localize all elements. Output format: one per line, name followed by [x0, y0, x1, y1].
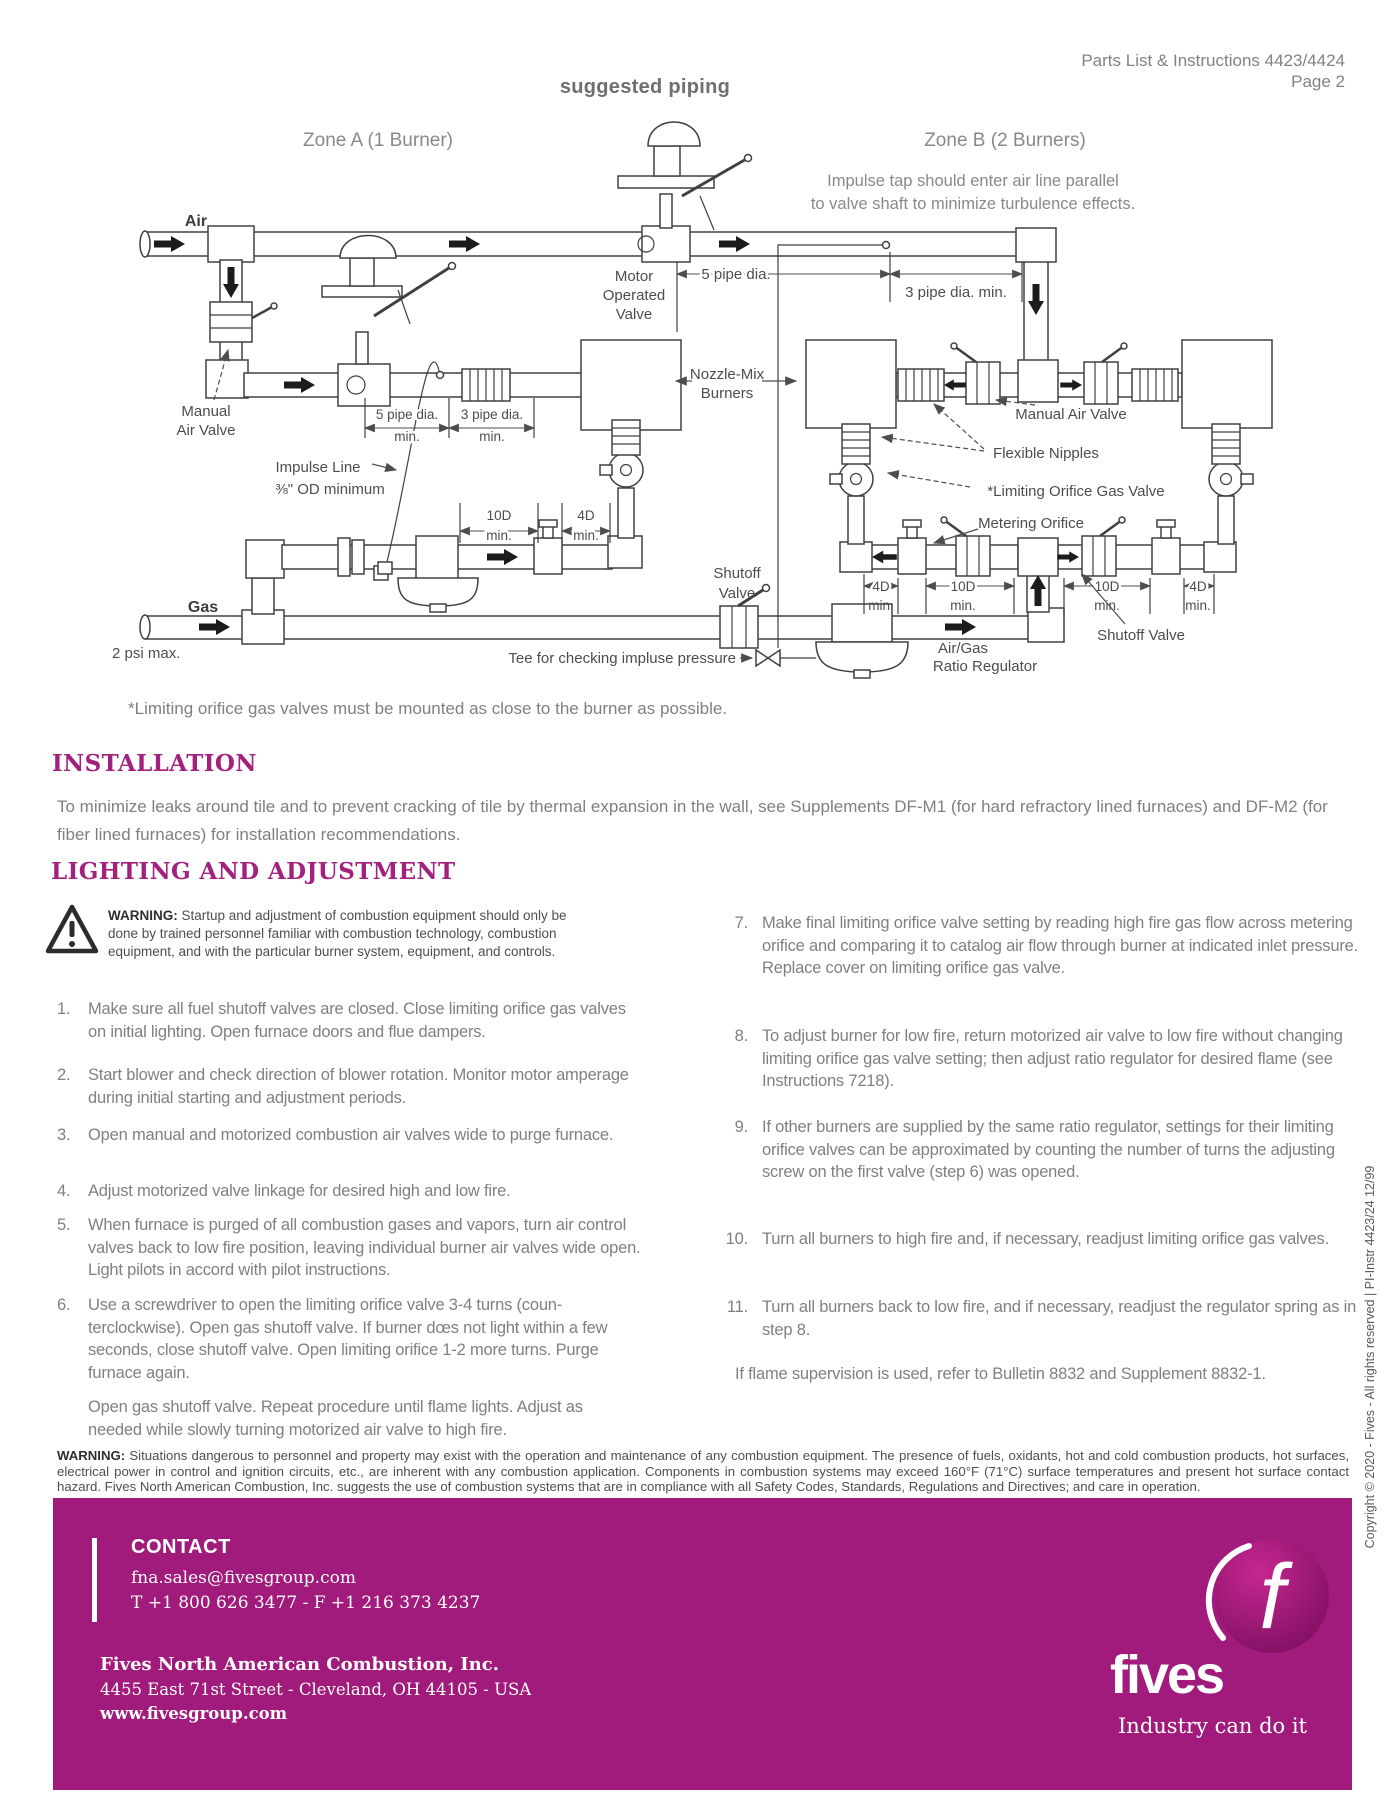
footer-warning-label: WARNING: [57, 1448, 126, 1463]
air-label: Air [184, 213, 208, 230]
fives-tagline: Industry can do it [1118, 1714, 1307, 1738]
company-address: 4455 East 71st Street - Cleveland, OH 44105 - USA [100, 1680, 532, 1699]
dim-min-2: min. [479, 429, 505, 444]
impulse-line-label-2: ⅜" OD minimum [275, 481, 385, 498]
nozzle-mix-label-1: Nozzle-Mix [689, 366, 765, 383]
contact-divider [92, 1538, 97, 1622]
manual-air-valve-a-label-1: Manual [181, 403, 231, 420]
step-8 [716, 1025, 1362, 1093]
zone-a-heading: Zone A (1 Burner) [303, 130, 453, 151]
step-text: Adjust motorized valve linkage for desired high and low fire. [88, 1182, 511, 1200]
dim-min-7: min. [1094, 598, 1120, 613]
gas-label: Gas [187, 599, 219, 616]
footer-band [53, 1498, 1352, 1790]
dim-4d-a: 4D [577, 508, 595, 523]
suggested-piping-diagram [0, 0, 1391, 740]
contact-phone: T +1 800 626 3477 - F +1 216 373 4237 [131, 1593, 481, 1613]
tee-check-label: Tee for checking impluse pressure [508, 650, 736, 667]
step-4 [57, 1180, 644, 1203]
step-text: Use a screwdriver to open the limiting orifice valve 3-4 turns (coun- terclockwise). Open gas shutoff valve. If burner dœs not light within a few seconds, close shutoff valve. Open limiting orifice 1-2 more turns. Purge furnace again. [88, 1296, 608, 1382]
dim-4d-b2: 4D [1189, 579, 1207, 594]
metering-orifice-zone-b-left [898, 520, 926, 574]
dim-5-pipe-dia-top: 5 pipe dia. [701, 266, 771, 283]
flame-supervision-note: If flame supervision is used, refer to Bulletin 8832 and Supplement 8832-1. [735, 1365, 1266, 1383]
step-2 [57, 1064, 644, 1109]
step-number: 4. [57, 1182, 71, 1200]
step-number: 1. [57, 1000, 71, 1018]
burner-block-zone-a [581, 340, 681, 430]
step-number: 5. [57, 1216, 71, 1234]
dim-min-4: min. [573, 528, 599, 543]
manual-air-valve-b-label: Manual Air Valve [1015, 406, 1127, 423]
step-number: 11. [726, 1298, 748, 1316]
shutoff-valve-label-1a: Shutoff [713, 565, 761, 582]
step-text: Make final limiting orifice valve setting by reading high fire gas flow across metering orifice and comparing it to catalog air flow through burner at indicated inlet pressure. Replace cover on limiting orifice gas valve. [762, 914, 1358, 977]
step-text: Make sure all fuel shutoff valves are closed. Close limiting orifice gas valves on initial lighting. Open furnace doors and flue dampers. [88, 1000, 626, 1041]
step-number: 6. [57, 1296, 71, 1314]
flexible-nipples-label: Flexible Nipples [993, 445, 1099, 462]
ratio-regulator-zone-b [816, 604, 908, 678]
step-text: Start blower and check direction of blower rotation. Monitor motor amperage during initial starting and adjustment periods. [88, 1066, 629, 1107]
step-number: 2. [57, 1066, 71, 1084]
diagram-title: suggested piping [559, 76, 731, 98]
dim-5-pipe-dia-branch: 5 pipe dia. [375, 407, 439, 422]
limiting-orifice-valve-zone-b-right [1209, 424, 1253, 496]
warning-icon [44, 903, 100, 955]
page-number: Page 2 [1291, 72, 1345, 91]
ratio-regulator-label-2: Ratio Regulator [932, 658, 1038, 675]
motor-valve-label-1: Motor [614, 268, 654, 285]
step-number: 8. [734, 1027, 748, 1045]
warning-text: Startup and adjustment of combustion equipment should only be done by trained personnel familiar with combustion technology, combustion equipment, and with the particular burner system, equipment, and controls. [108, 908, 567, 959]
ratio-regulator-label-1: Air/Gas [937, 640, 989, 657]
step-number: 9. [734, 1118, 748, 1136]
step-3 [57, 1124, 644, 1147]
dim-3-pipe-dia-top: 3 pipe dia. min. [905, 284, 1007, 301]
step-7 [716, 912, 1362, 980]
installation-body: To minimize leaks around tile and to prevent cracking of tile by thermal expansion in the wall, see Supplements DF-M1 (for hard refractory lined furnaces) and DF-M2 (for fiber lined furnaces) for installation recommendations. [57, 797, 1328, 844]
limiting-orifice-label: *Limiting Orifice Gas Valve [987, 483, 1165, 500]
dim-4d-b1: 4D [872, 579, 890, 594]
dim-min-1: min. [394, 429, 420, 444]
gas-pressure-label: 2 psi max. [112, 645, 181, 662]
dim-min-6: min. [950, 598, 976, 613]
fives-wordmark: fives [1110, 1645, 1224, 1705]
fives-logo-f: f [1259, 1546, 1285, 1648]
dim-min-5: min. [868, 598, 894, 613]
warning-label: WARNING: [108, 908, 178, 923]
dim-10d-b2: 10D [1094, 579, 1120, 594]
step-text: Turn all burners to high fire and, if necessary, readjust limiting orifice gas valves. [762, 1230, 1329, 1248]
step-6 [57, 1294, 644, 1384]
step-text: To adjust burner for low fire, return motorized air valve to low fire without changing limiting orifice gas valve setting; then adjust ratio regulator for desired flame (see Instructions 7218). [762, 1027, 1343, 1090]
footer-warning-text: Situations dangerous to personnel and property may exist with the operation and maintenance of any combustion equipment. The presence of fuels, oxidants, hot and cold combustion products, hot surfaces, electrical power in control and ignition circuits, etc., are inherent with any combustion application. Components in combustion systems may exceed 160°F (71°C) surface temperatures and present hot surface contact hazard. Fives North American Combustion, Inc. suggests the use of combustion systems that are in compliance with all Safety Codes, Standards, Regulations and Directives; and care in operation. [57, 1448, 1349, 1495]
dim-10d-a: 10D [486, 508, 512, 523]
dim-min-3: min. [486, 528, 512, 543]
step-text: If other burners are supplied by the same ratio regulator, settings for their limiting orifice valves can be approximated by counting the number of turns the adjusting screw on the first valve (step 6) was opened. [762, 1118, 1335, 1181]
impulse-note-line2: to valve shaft to minimize turbulence effects. [810, 195, 1136, 213]
step-11 [716, 1296, 1362, 1341]
doc-reference: Parts List & Instructions 4423/4424 [1081, 51, 1345, 70]
step-6-continuation: Open gas shutoff valve. Repeat procedure until flame lights. Adjust as needed while slowly turning motorized air valve to high fire. [88, 1398, 583, 1439]
contact-email[interactable]: fna.sales@fivesgroup.com [131, 1568, 356, 1588]
dim-min-8: min. [1185, 598, 1211, 613]
nozzle-mix-label-2: Burners [700, 385, 754, 402]
burner-block-zone-b-right [1182, 340, 1272, 428]
footer-warning [57, 1448, 1349, 1495]
company-name: Fives North American Combustion, Inc. [100, 1654, 499, 1675]
step-1 [57, 998, 644, 1043]
diagram-footnote: *Limiting orifice gas valves must be mounted as close to the burner as possible. [128, 699, 728, 718]
motor-valve-label-3: Valve [615, 306, 653, 323]
step-9 [716, 1116, 1362, 1184]
company-website[interactable]: www.fivesgroup.com [100, 1704, 288, 1723]
step-number: 3. [57, 1126, 71, 1144]
step-text: Open manual and motorized combustion air valves wide to purge furnace. [88, 1126, 614, 1144]
copyright-vertical: Copyright © 2020 - Fives - All rights reserved | PI-Instr 4423/24 12/99 [1363, 1165, 1377, 1549]
zone-b-heading: Zone B (2 Burners) [924, 130, 1086, 151]
manual-air-valve-a-label-2: Air Valve [176, 422, 236, 439]
dim-10d-b1: 10D [950, 579, 976, 594]
shutoff-valve-label-2: Shutoff Valve [1097, 627, 1185, 644]
lighting-warning [108, 907, 582, 961]
step-number: 10. [725, 1230, 748, 1248]
dim-3-pipe-dia-branch: 3 pipe dia. [460, 407, 524, 422]
step-5 [57, 1214, 644, 1282]
limiting-orifice-valve-zone-b-left [830, 424, 873, 496]
impulse-note-line1: Impulse tap should enter air line parallel [827, 172, 1119, 190]
step-10 [716, 1228, 1362, 1251]
impulse-line-label-1: Impulse Line [275, 459, 361, 476]
gas-piping [140, 488, 1236, 644]
step-number: 7. [734, 914, 748, 932]
shutoff-valve-label-1b: Valve [718, 585, 756, 602]
metering-orifice-label: Metering Orifice [978, 515, 1084, 532]
metering-orifice-zone-b-right [1152, 520, 1180, 574]
lighting-heading: LIGHTING AND ADJUSTMENT [51, 858, 456, 885]
step-text: When furnace is purged of all combustion gases and vapors, turn air control valves back to low fire position, leaving individual burner air valves wide open. Light pilots in accord with pilot instructions. [88, 1216, 641, 1279]
manual-air-valve-zone-a [210, 302, 277, 342]
burner-block-zone-b-left [806, 340, 896, 428]
step-text: Turn all burners back to low fire, and if necessary, readjust the regulator spring as in step 8. [762, 1298, 1357, 1339]
installation-heading: INSTALLATION [52, 750, 257, 777]
motor-valve-label-2: Operated [602, 287, 666, 304]
contact-heading: CONTACT [131, 1536, 231, 1558]
